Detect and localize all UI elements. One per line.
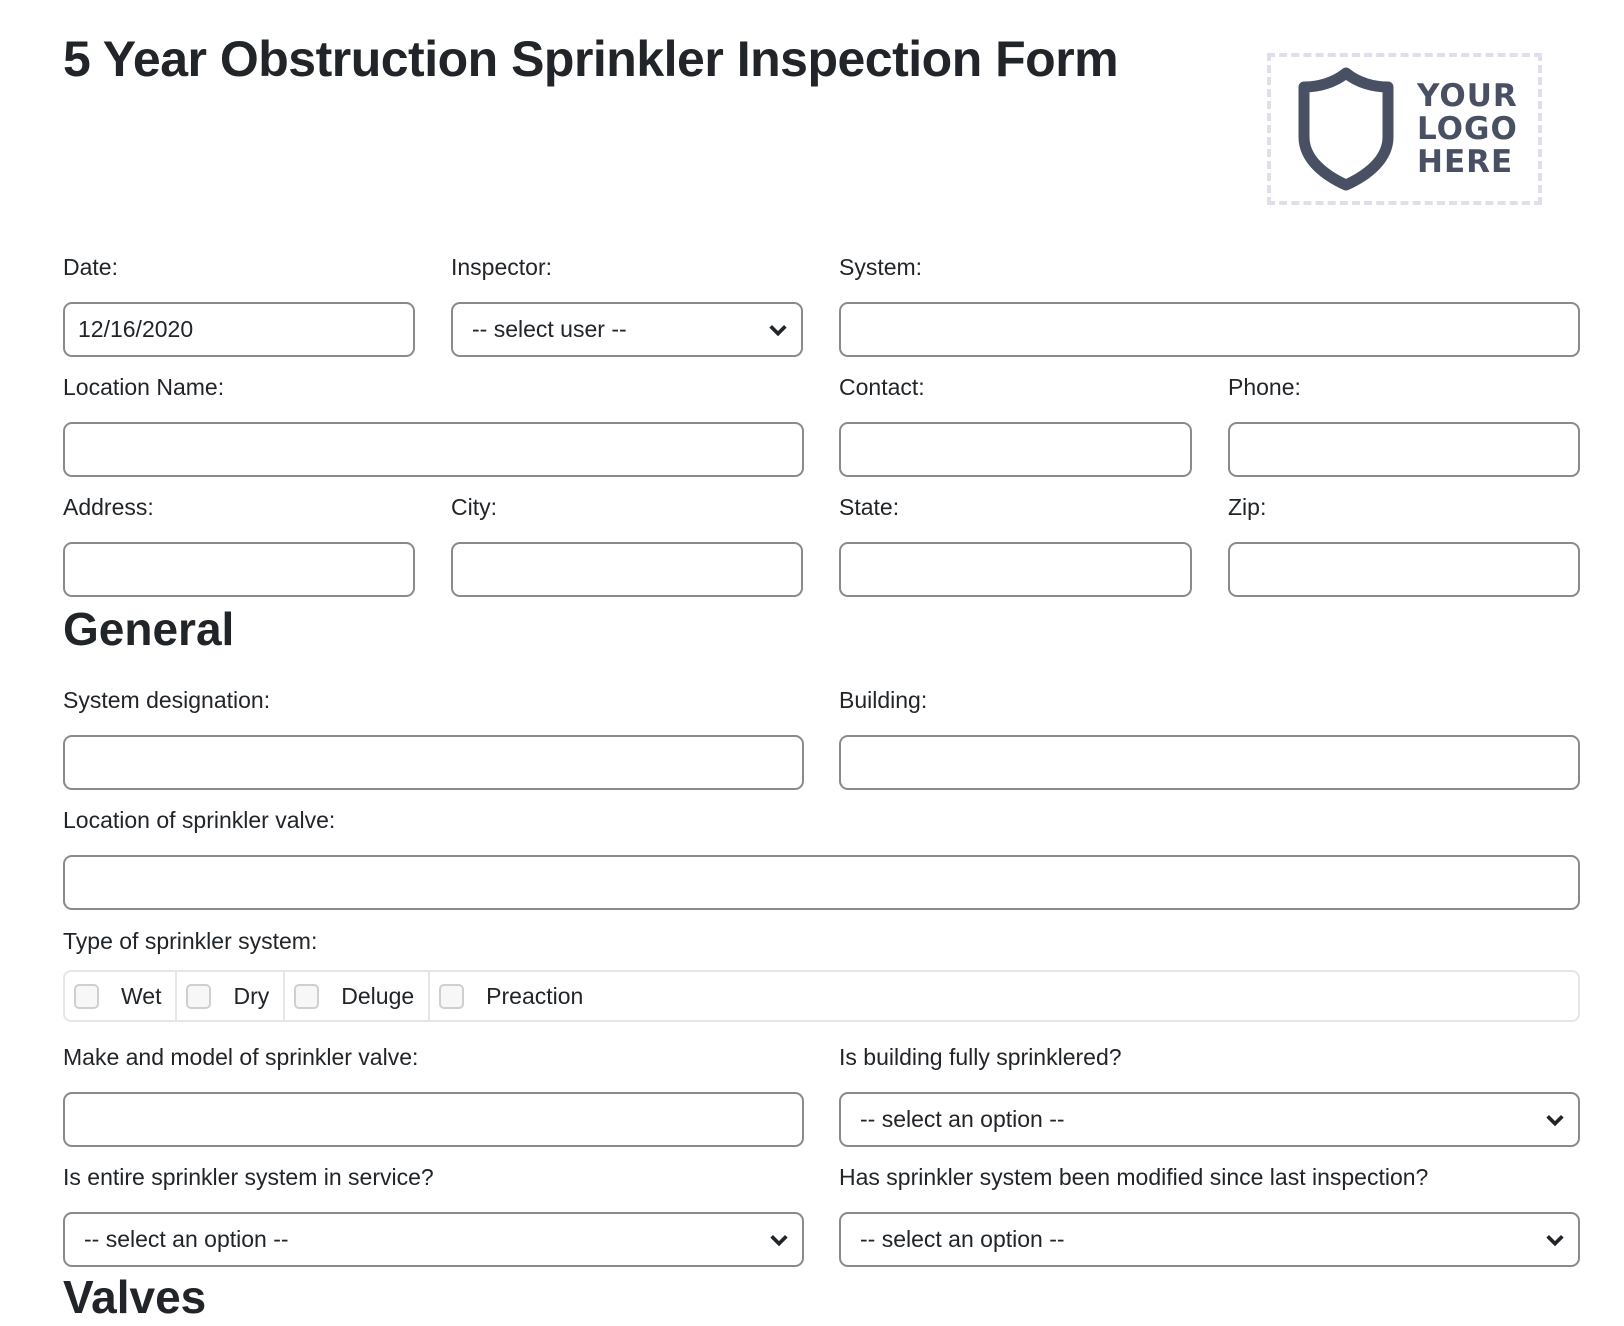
fully-sprinklered-field-group [839, 1042, 1580, 1147]
system-label: System: [839, 254, 923, 280]
contact-input[interactable] [839, 422, 1192, 477]
location-name-input[interactable] [63, 422, 804, 477]
system-designation-label: System designation: [63, 687, 271, 713]
building-field-group [839, 685, 1580, 790]
chevron-down-icon [1544, 1229, 1566, 1251]
system-field-group [839, 252, 1580, 357]
checkbox-dry[interactable]: Dry [177, 972, 285, 1020]
zip-input[interactable] [1228, 542, 1580, 597]
address-input[interactable] [63, 542, 415, 597]
in-service-field-group [63, 1162, 804, 1267]
checkbox-box[interactable] [294, 984, 319, 1009]
phone-input[interactable] [1228, 422, 1580, 477]
date-label: Date: [63, 254, 118, 280]
phone-label: Phone: [1228, 374, 1301, 400]
location-name-label: Location Name: [63, 374, 225, 400]
checkbox-deluge[interactable]: Deluge [285, 972, 430, 1020]
zip-label: Zip: [1228, 494, 1267, 520]
system-type-checkbox-group [63, 970, 1580, 1022]
make-model-label: Make and model of sprinkler valve: [63, 1044, 419, 1070]
logo-placeholder [1267, 53, 1542, 205]
system-designation-input[interactable] [63, 735, 804, 790]
chevron-down-icon [1544, 1109, 1566, 1131]
make-model-input[interactable] [63, 1092, 804, 1147]
valve-location-label: Location of sprinkler valve: [63, 807, 336, 833]
system-type-field-group [63, 926, 1580, 1022]
modified-label: Has sprinkler system been modified since last inspection? [839, 1164, 1429, 1190]
checkbox-box[interactable] [186, 984, 211, 1009]
inspector-field-group [451, 252, 803, 357]
phone-field-group [1228, 372, 1580, 477]
in-service-label: Is entire sprinkler system in service? [63, 1164, 434, 1190]
city-label: City: [451, 494, 497, 520]
contact-label: Contact: [839, 374, 925, 400]
state-input[interactable] [839, 542, 1192, 597]
checkbox-preaction[interactable]: Preaction [430, 972, 1578, 1020]
logo-text: YOUR LOGO HERE [1417, 77, 1518, 180]
system-type-label: Type of sprinkler system: [63, 928, 318, 954]
make-model-field-group [63, 1042, 804, 1147]
section-heading-general: General [63, 603, 235, 655]
building-label: Building: [839, 687, 928, 713]
checkbox-box[interactable] [439, 984, 464, 1009]
shield-icon [1295, 67, 1397, 191]
chevron-down-icon [767, 319, 789, 341]
location-name-field-group [63, 372, 804, 477]
inspector-label: Inspector: [451, 254, 552, 280]
fully-sprinklered-select[interactable]: -- select an option -- [839, 1092, 1580, 1147]
city-field-group [451, 492, 803, 597]
section-heading-valves: Valves [63, 1271, 207, 1323]
state-label: State: [839, 494, 900, 520]
system-input[interactable] [839, 302, 1580, 357]
city-input[interactable] [451, 542, 803, 597]
valve-location-field-group [63, 805, 1580, 910]
date-input[interactable]: 12/16/2020 [63, 302, 415, 357]
address-field-group [63, 492, 415, 597]
building-input[interactable] [839, 735, 1580, 790]
address-label: Address: [63, 494, 154, 520]
system-designation-field-group [63, 685, 804, 790]
modified-field-group [839, 1162, 1580, 1267]
date-field-group [63, 252, 415, 357]
inspector-select[interactable]: -- select user -- [451, 302, 803, 357]
checkbox-box[interactable] [74, 984, 99, 1009]
fully-sprinklered-label: Is building fully sprinklered? [839, 1044, 1122, 1070]
zip-field-group [1228, 492, 1580, 597]
valve-location-input[interactable] [63, 855, 1580, 910]
chevron-down-icon [768, 1229, 790, 1251]
state-field-group [839, 492, 1192, 597]
in-service-select[interactable]: -- select an option -- [63, 1212, 804, 1267]
page-title: 5 Year Obstruction Sprinkler Inspection Form [63, 31, 1119, 87]
contact-field-group [839, 372, 1192, 477]
modified-select[interactable]: -- select an option -- [839, 1212, 1580, 1267]
checkbox-wet[interactable]: Wet [65, 972, 177, 1020]
